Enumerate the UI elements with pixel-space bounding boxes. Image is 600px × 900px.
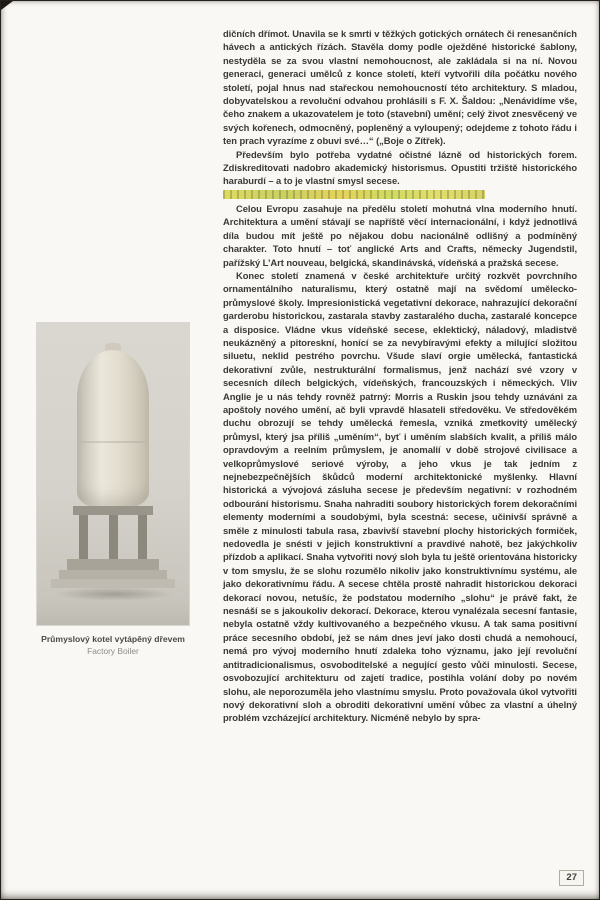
scan-corner-tear	[1, 1, 13, 10]
boiler-seam	[79, 441, 147, 443]
paragraph: Celou Evropu zasahuje na předělu století mohutná vlna moderního hnutí. Architektura a umění stávají se napříště věcí internacionální, i když jednotlivá díla budou mít ještě po nějakou dobu nacionálně odlišný a podmíněný charakter. Toto hnutí – toť anglické Arts and Crafts, německy Jugendstil, pařížský L’Art nouveau, belgická, skandinávská, vídeňská a pražská secese.	[223, 202, 577, 268]
boiler-tank	[77, 350, 149, 508]
boiler-stand-leg	[79, 515, 88, 561]
boiler-stand-top	[73, 506, 153, 515]
scan-artifact-highlight	[223, 190, 485, 199]
article-text	[223, 27, 577, 725]
boiler-stand-base	[67, 559, 159, 570]
boiler-stand-leg	[109, 515, 118, 561]
paragraph-continuation: dičních dřímot. Unavila se k smrti v těžkých gotických ornátech či renesančních hávech a antických řízách. Stavěla domy podle oježděné historické šablony, nestyděla se za svou vlastní nemohoucnost, ale zakládala si na ní. Novou generaci, generaci umělců z konce století, kteří vytvořili díla počátku nového století, pojal hnus nad stařeckou nemohoucností této architektury. S mladou, dobyvatelskou a revoluční odvahou prohlásili s F. X. Šaldou: „Nenávidíme vše, čeho znakem a ukazovatelem je toto (stavební) umění; celý život znesvěcený ve svých kořenech, odmocněný, popleněný a vyloupený; odejdeme z tohoto řádu i ten prach vyrazíme z obuvi své…“ („Boje o Zítřek).	[223, 28, 577, 147]
boiler-pedestal-step	[59, 570, 167, 579]
page-number: 27	[559, 870, 584, 886]
figure-caption-english: Factory Boiler	[87, 646, 139, 656]
photo-ground-shadow	[55, 587, 173, 601]
factory-boiler-photo	[37, 323, 189, 625]
figure-caption	[37, 634, 189, 657]
figure-caption-czech: Průmyslový kotel vytápěný dřevem	[41, 634, 185, 644]
paragraph: Konec století znamená v české architektuře určitý rozkvět povrchního ornamentálního naturalismu, který ostatně mají na svědomí umělecko-průmyslové školy. Impresionistická vegetativní dekorace, nahrazující dekorační garderobu historickou, zastarala stavby zastaralého ducha, zastaralé koncepce a disposice. Vládne vkus vídeňské secese, eklektický, náladový, mladistvě neukázněný a pitoreskní, honící se za nevybíravými efekty a milující složitou siluetu, neklid pestrého povrchu. Všude slaví orgie umělecká, fantastická dekorativní zvůle, nestrukturální formalismus, jenž nachází své vzory v secesních dílech belgických, vídeňských, francouzských i německých. Vliv Anglie je u nás tehdy rovněž patrný: Morris a Ruskin jsou tehdy uznáváni za apoštoly nového umění, ač byli vpravdě hlasateli středověku. Ve středověkém duchu obrozují se tehdy umělecká řemesla, vzniká zmetkovitý umělecký průmysl, který jsa příliš „uměním“, byť i uměním slabších kvalit, a příliš málo opravdovým a reelním průmyslem, je anomalií v době strojové civilisace a velkoprůmyslové seriové výroby, a jeho vkus je tak jedním z nejnebezpečnějších škůdců moderní architektonické myšlenky. Hlavní historická a vývojová zásluha secese je především negativní: v rozhodném odbourání historismu. Snaha nahraditi soubory historických forem dekoračními elementy moderními a soudobými, byla scestná: secese, učinivší správně a směle z minulosti tabula rasa, zbavivší stavební plochy historických formiček, nedovedla je snésti v jejich konstruktivní a pravdivé nahotě, bez jakýchkoliv přízdob a aplikací. Snaha vytvořiti nový sloh byla tu ještě orientována historicky v tom smyslu, že se slohu rozumělo nikoliv jako konstruktivnímu systému, ale jako dekorativnímu řádu. A secese chtěla prostě nahradit historickou dekoraci dekorací novou, netušíc, že podstatou moderního „slohu“ je právě fakt, že nesnáší se s jakoukoliv dekorací. Dekorace, kterou vynalézala secesní fantasie, nebyla ostatně vždy kultivovaného a bezpečného vkusu. A tak sama positivní práce secesního období, jež se nám dnes jeví jako dosti chudá a nemohoucí, nemá pro vývoj moderního hnutí zdaleka toho významu, jako její revoluční antitradicionalismus, osvoboditelské a negující gesto vůči minulosti. Secese, osvobozující architekturu od zajetí tradice, postihla volání doby po novém slohu, ale neporozuměla jeho vlastnímu smyslu. Proto považovala úkol vytvořiti nový dekorativní sloh a obroditi dekorativní umění vůbec za vlastní a úhelný problém vzcházející architektury. Nicméně nebylo by spra-	[223, 269, 577, 724]
paragraph: Především bylo potřeba vydatné očistné lázně od historických forem. Zdiskreditovati nadobro akademický historismus. Opustiti tržiště historického haraburdí – a to je vlastní smysl secese.	[223, 148, 577, 187]
boiler-stand-leg	[138, 515, 147, 561]
